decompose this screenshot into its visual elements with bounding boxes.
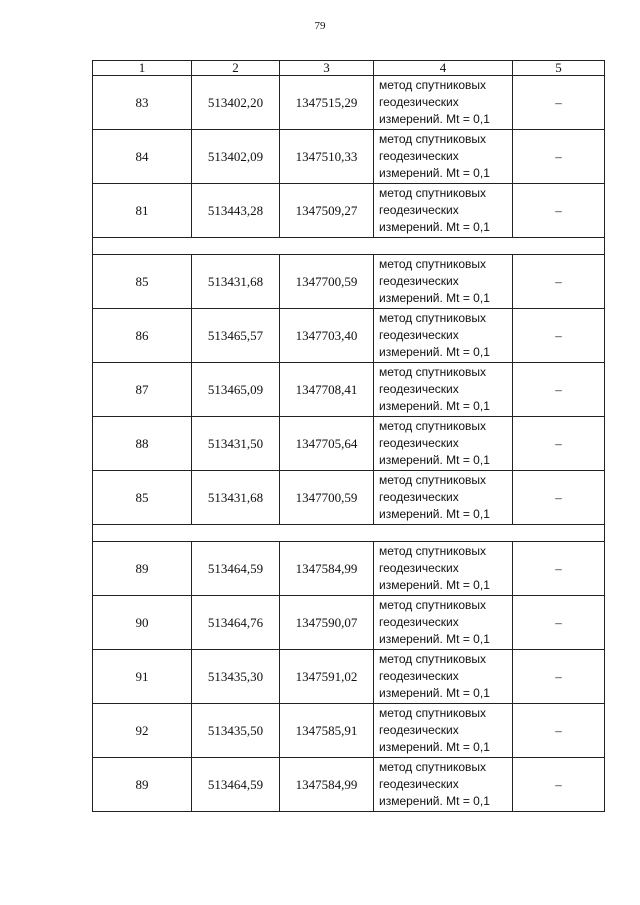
y-coordinate-cell: 1347585,91 <box>280 704 374 758</box>
group-separator-row <box>93 238 605 255</box>
method-text-line: метод спутниковых <box>379 419 487 433</box>
table-row <box>93 417 605 471</box>
x-coordinate-cell: 513465,09 <box>192 363 280 417</box>
table-row <box>93 363 605 417</box>
y-coordinate-cell: 1347708,41 <box>280 363 374 417</box>
method-text-line: геодезических <box>379 615 459 629</box>
method-cell <box>374 255 513 309</box>
table-row <box>93 650 605 704</box>
method-text-line: измерений. Mt = 0,1 <box>379 291 490 305</box>
table-row <box>93 471 605 525</box>
method-cell <box>374 471 513 525</box>
method-text-line: геодезических <box>379 561 459 575</box>
note-cell: – <box>513 542 605 596</box>
table-row <box>93 309 605 363</box>
method-text-line: геодезических <box>379 203 459 217</box>
method-cell <box>374 650 513 704</box>
method-cell <box>374 363 513 417</box>
header-col-5: 5 <box>513 61 605 76</box>
point-number-cell: 85 <box>93 255 192 309</box>
method-text-line: измерений. Mt = 0,1 <box>379 112 490 126</box>
y-coordinate-cell: 1347700,59 <box>280 471 374 525</box>
method-text-line: измерений. Mt = 0,1 <box>379 507 490 521</box>
y-coordinate-cell: 1347584,99 <box>280 542 374 596</box>
y-coordinate-cell: 1347584,99 <box>280 758 374 812</box>
method-text-line: измерений. Mt = 0,1 <box>379 686 490 700</box>
method-text-line: геодезических <box>379 328 459 342</box>
header-row <box>93 61 605 76</box>
method-text-line: геодезических <box>379 95 459 109</box>
point-number-cell: 90 <box>93 596 192 650</box>
table-row <box>93 184 605 238</box>
point-number-cell: 89 <box>93 542 192 596</box>
y-coordinate-cell: 1347510,33 <box>280 130 374 184</box>
method-text-line: метод спутниковых <box>379 652 487 666</box>
header-col-4: 4 <box>374 61 513 76</box>
table-row <box>93 76 605 130</box>
y-coordinate-cell: 1347703,40 <box>280 309 374 363</box>
point-number-cell: 83 <box>93 76 192 130</box>
method-text-line: измерений. Mt = 0,1 <box>379 399 490 413</box>
method-cell <box>374 542 513 596</box>
header-col-2: 2 <box>192 61 280 76</box>
method-text-line: метод спутниковых <box>379 544 487 558</box>
method-text-line: метод спутниковых <box>379 760 487 774</box>
method-cell <box>374 184 513 238</box>
method-text-line: метод спутниковых <box>379 78 487 92</box>
method-text-line: геодезических <box>379 777 459 791</box>
table-row <box>93 596 605 650</box>
method-text-line: метод спутниковых <box>379 186 487 200</box>
note-cell: – <box>513 758 605 812</box>
x-coordinate-cell: 513402,20 <box>192 76 280 130</box>
note-cell: – <box>513 417 605 471</box>
point-number-cell: 91 <box>93 650 192 704</box>
method-text-line: измерений. Mt = 0,1 <box>379 220 490 234</box>
y-coordinate-cell: 1347590,07 <box>280 596 374 650</box>
method-text-line: метод спутниковых <box>379 706 487 720</box>
method-text-line: геодезических <box>379 490 459 504</box>
note-cell: – <box>513 76 605 130</box>
method-text-line: геодезических <box>379 669 459 683</box>
method-text-line: геодезических <box>379 382 459 396</box>
y-coordinate-cell: 1347591,02 <box>280 650 374 704</box>
x-coordinate-cell: 513431,68 <box>192 471 280 525</box>
method-text-line: метод спутниковых <box>379 598 487 612</box>
point-number-cell: 92 <box>93 704 192 758</box>
table-row <box>93 704 605 758</box>
method-cell <box>374 417 513 471</box>
note-cell: – <box>513 184 605 238</box>
page-number: 79 <box>314 20 326 32</box>
method-text-line: метод спутниковых <box>379 473 487 487</box>
method-cell <box>374 596 513 650</box>
method-text-line: измерений. Mt = 0,1 <box>379 166 490 180</box>
point-number-cell: 86 <box>93 309 192 363</box>
method-text-line: измерений. Mt = 0,1 <box>379 578 490 592</box>
point-number-cell: 87 <box>93 363 192 417</box>
point-number-cell: 89 <box>93 758 192 812</box>
point-number-cell: 88 <box>93 417 192 471</box>
x-coordinate-cell: 513435,30 <box>192 650 280 704</box>
header-col-1: 1 <box>93 61 192 76</box>
method-text-line: измерений. Mt = 0,1 <box>379 632 490 646</box>
note-cell: – <box>513 309 605 363</box>
x-coordinate-cell: 513464,59 <box>192 758 280 812</box>
method-text-line: метод спутниковых <box>379 132 487 146</box>
note-cell: – <box>513 471 605 525</box>
method-text-line: геодезических <box>379 436 459 450</box>
x-coordinate-cell: 513465,57 <box>192 309 280 363</box>
y-coordinate-cell: 1347509,27 <box>280 184 374 238</box>
header-col-3: 3 <box>280 61 374 76</box>
point-number-cell: 81 <box>93 184 192 238</box>
note-cell: – <box>513 596 605 650</box>
method-cell <box>374 309 513 363</box>
note-cell: – <box>513 255 605 309</box>
x-coordinate-cell: 513464,76 <box>192 596 280 650</box>
group-separator-row <box>93 525 605 542</box>
table-row <box>93 758 605 812</box>
y-coordinate-cell: 1347515,29 <box>280 76 374 130</box>
method-cell <box>374 704 513 758</box>
method-text-line: измерений. Mt = 0,1 <box>379 794 490 808</box>
method-text-line: измерений. Mt = 0,1 <box>379 453 490 467</box>
y-coordinate-cell: 1347700,59 <box>280 255 374 309</box>
method-text-line: метод спутниковых <box>379 365 487 379</box>
point-number-cell: 85 <box>93 471 192 525</box>
method-text-line: геодезических <box>379 274 459 288</box>
y-coordinate-cell: 1347705,64 <box>280 417 374 471</box>
x-coordinate-cell: 513402,09 <box>192 130 280 184</box>
method-text-line: метод спутниковых <box>379 257 487 271</box>
x-coordinate-cell: 513464,59 <box>192 542 280 596</box>
coordinates-table <box>92 60 605 812</box>
method-cell <box>374 130 513 184</box>
x-coordinate-cell: 513431,68 <box>192 255 280 309</box>
method-text-line: геодезических <box>379 723 459 737</box>
note-cell: – <box>513 704 605 758</box>
x-coordinate-cell: 513443,28 <box>192 184 280 238</box>
table-row <box>93 255 605 309</box>
x-coordinate-cell: 513431,50 <box>192 417 280 471</box>
table-row <box>93 130 605 184</box>
method-cell <box>374 76 513 130</box>
separator-cell <box>93 238 605 255</box>
method-text-line: метод спутниковых <box>379 311 487 325</box>
point-number-cell: 84 <box>93 130 192 184</box>
method-text-line: геодезических <box>379 149 459 163</box>
note-cell: – <box>513 650 605 704</box>
note-cell: – <box>513 130 605 184</box>
table-row <box>93 542 605 596</box>
x-coordinate-cell: 513435,50 <box>192 704 280 758</box>
method-cell <box>374 758 513 812</box>
separator-cell <box>93 525 605 542</box>
method-text-line: измерений. Mt = 0,1 <box>379 345 490 359</box>
note-cell: – <box>513 363 605 417</box>
method-text-line: измерений. Mt = 0,1 <box>379 740 490 754</box>
